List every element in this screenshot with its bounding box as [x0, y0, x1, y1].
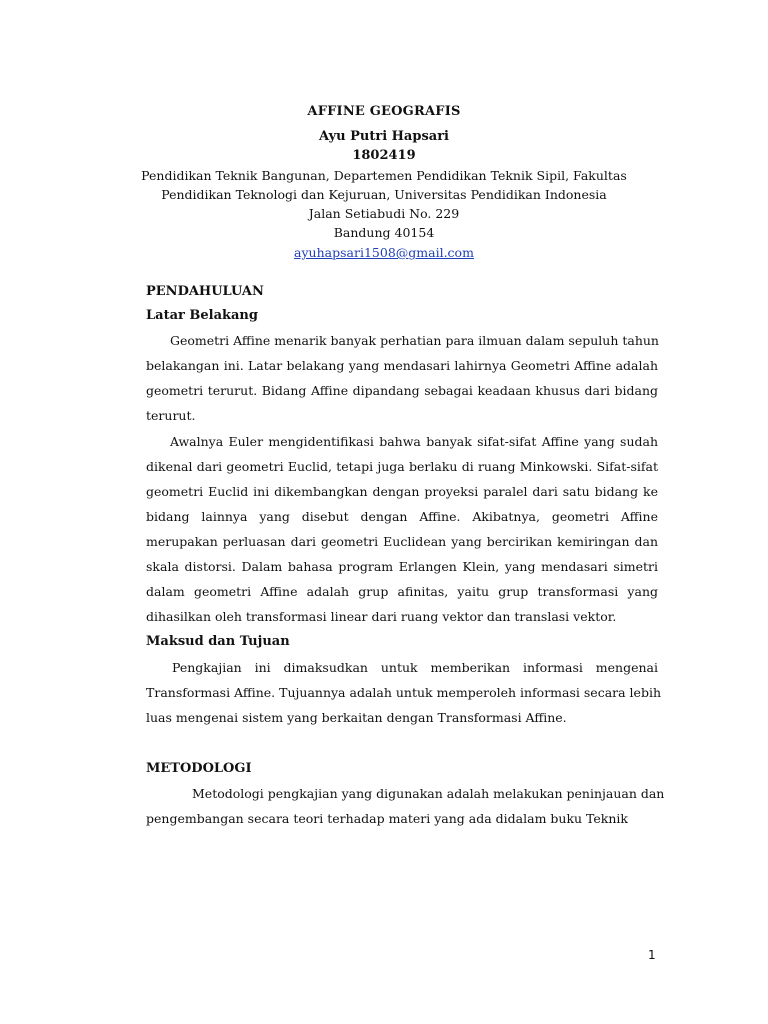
email-line: [0, 245, 768, 260]
paragraph-line: Awalnya Euler mengidentifikasi bahwa banyak sifat-sifat Affine yang sudah: [170, 434, 658, 449]
affiliation-line-2: Pendidikan Teknologi dan Kejuruan, Universitas Pendidikan Indonesia: [161, 187, 607, 202]
paragraph-line: merupakan perluasan dari geometri Euclidean yang bercirikan kemiringan dan: [146, 534, 658, 549]
paragraph-line: belakangan ini. Latar belakang yang mendasari lahirnya Geometri Affine adalah: [146, 358, 658, 373]
section-heading-pendahuluan: PENDAHULUAN: [146, 284, 264, 299]
author-name: Ayu Putri Hapsari: [319, 129, 449, 144]
paragraph-line: luas mengenai sistem yang berkaitan dengan Transformasi Affine.: [146, 710, 567, 725]
paragraph-line: Pengkajian ini dimaksudkan untuk memberikan informasi mengenai: [172, 660, 658, 675]
address-line: Jalan Setiabudi No. 229: [308, 206, 460, 221]
paragraph-line: skala distorsi. Dalam bahasa program Erlangen Klein, yang mendasari simetri: [146, 559, 658, 574]
paragraph-line: terurut.: [146, 408, 196, 423]
paragraph-line: Metodologi pengkajian yang digunakan adalah melakukan peninjauan dan: [192, 786, 665, 801]
paragraph-line: dalam geometri Affine adalah grup afinitas, yaitu grup transformasi yang: [146, 584, 658, 599]
paragraph-line: Geometri Affine menarik banyak perhatian para ilmuan dalam sepuluh tahun: [170, 333, 659, 348]
paragraph-line: bidang lainnya yang disebut dengan Affine. Akibatnya, geometri Affine: [146, 509, 658, 524]
affiliation-line-1: Pendidikan Teknik Bangunan, Departemen Pendidikan Teknik Sipil, Fakultas: [141, 168, 627, 183]
student-id: 1802419: [352, 148, 416, 163]
page-number: 1: [648, 948, 656, 962]
email-link[interactable]: ayuhapsari1508@gmail.com: [294, 245, 474, 260]
paragraph-line: Transformasi Affine. Tujuannya adalah untuk memperoleh informasi secara lebih: [146, 685, 661, 700]
paragraph-line: dikenal dari geometri Euclid, tetapi juga berlaku di ruang Minkowski. Sifat-sifat: [146, 459, 658, 474]
section-heading-metodologi: METODOLOGI: [146, 761, 252, 776]
paper-title: AFFINE GEOGRAFIS: [307, 104, 461, 119]
city-line: Bandung 40154: [333, 225, 435, 240]
paragraph-line: dihasilkan oleh transformasi linear dari ruang vektor dan translasi vektor.: [146, 609, 617, 624]
subheading-latar-belakang: Latar Belakang: [146, 308, 258, 323]
paragraph-line: pengembangan secara teori terhadap materi yang ada didalam buku Teknik: [146, 811, 629, 826]
subheading-maksud-dan-tujuan: Maksud dan Tujuan: [146, 634, 290, 649]
paragraph-line: geometri Euclid ini dikembangkan dengan proyeksi paralel dari satu bidang ke: [146, 484, 658, 499]
paragraph-line: geometri terurut. Bidang Affine dipandang sebagai keadaan khusus dari bidang: [146, 383, 658, 398]
